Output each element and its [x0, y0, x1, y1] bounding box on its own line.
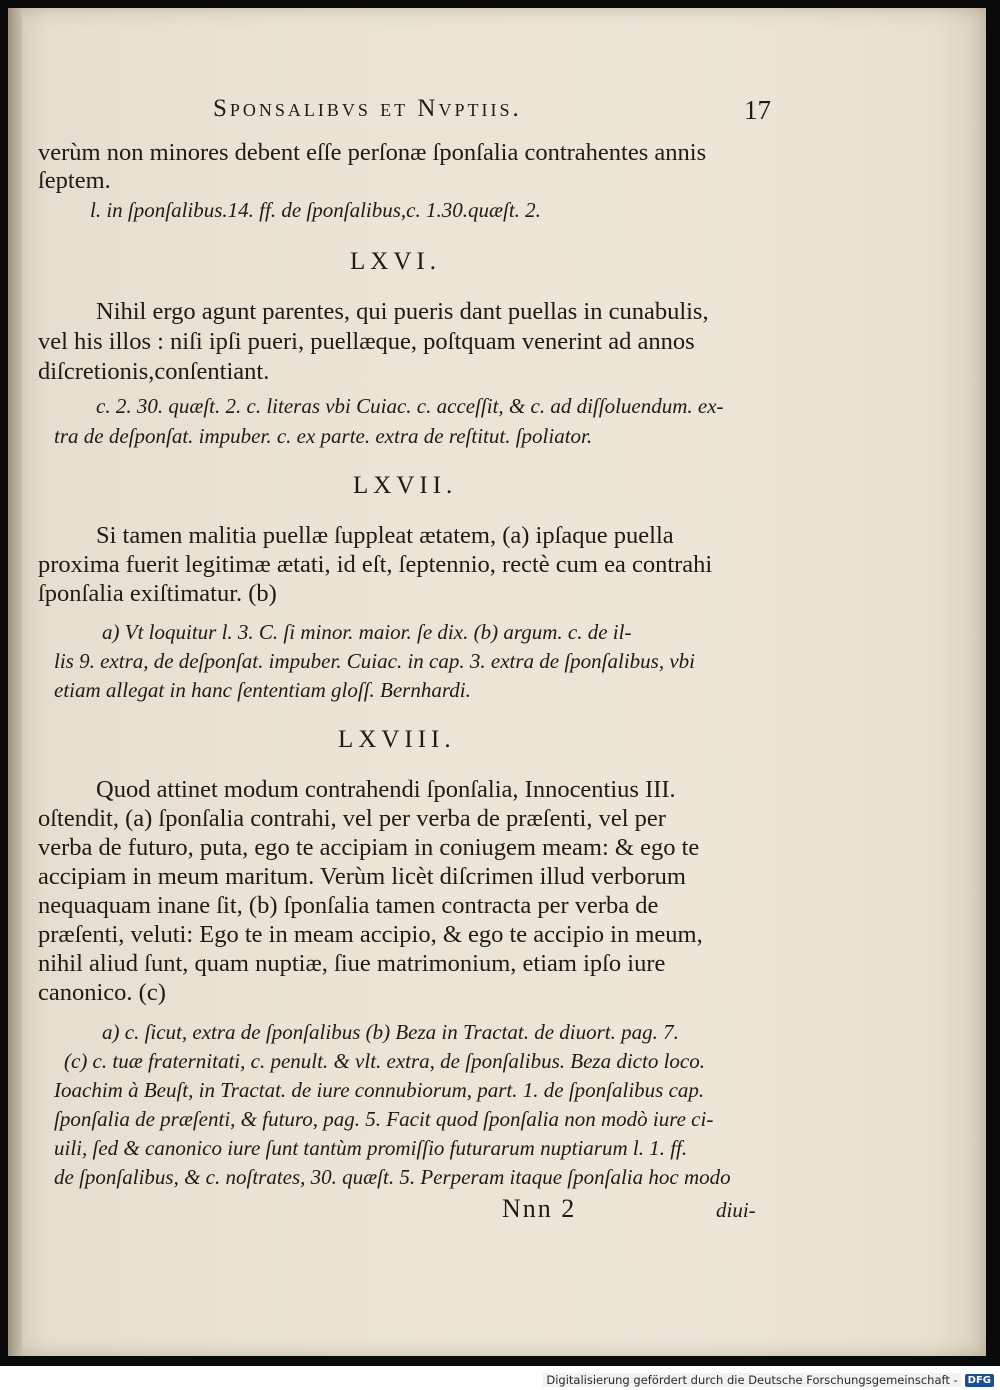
- credit-text: Digitalisierung gefördert durch die Deutsche Forschungsgemeinschaft -: [543, 1373, 960, 1387]
- citation-line: a) Vt loquitur l. 3. C. ſi minor. maior. ſe dix. (b) argum. c. de il-: [102, 620, 632, 644]
- citation-line: c. 2. 30. quæſt. 2. c. literas vbi Cuiac. c. acceſſit, & c. ad diſſoluendum. ex-: [96, 394, 724, 418]
- citation-line: ſponſalia de præſenti, & futuro, pag. 5. Facit quod ſponſalia non modò iure ci-: [54, 1107, 714, 1131]
- citation-line: uili, ſed & canonico iure ſunt tantùm promiſſio futurarum nuptiarum l. 1. ff.: [54, 1136, 688, 1160]
- section-heading: LXVIII.: [338, 726, 456, 753]
- catchword: diui-: [716, 1198, 756, 1222]
- text-line: vel his illos : niſi ipſi pueri, puellæque, poſtquam venerint ad annos: [38, 328, 695, 355]
- citation-line: l. in ſponſalibus.14. ff. de ſponſalibus,c. 1.30.quæſt. 2.: [90, 198, 541, 222]
- page-number: 17: [744, 95, 771, 125]
- digitization-credit: [543, 1372, 994, 1388]
- dfg-logo-icon: DFG: [965, 1374, 994, 1387]
- text-line: ſponſalia exiſtimatur. (b): [38, 580, 277, 607]
- running-head: Sponsalibvs et Nvptiis.: [213, 95, 522, 122]
- citation-line: tra de deſponſat. impuber. c. ex parte. extra de reſtitut. ſpoliator.: [54, 424, 593, 448]
- citation-line: a) c. ſicut, extra de ſponſalibus (b) Beza in Tractat. de diuort. pag. 7.: [102, 1020, 679, 1044]
- text-line: Nihil ergo agunt parentes, qui pueris dant puellas in cunabulis,: [96, 298, 709, 325]
- text-line: Si tamen malitia puellæ ſuppleat ætatem, (a) ipſaque puella: [96, 522, 674, 549]
- text-line: ſeptem.: [38, 167, 111, 194]
- text-line: diſcretionis,conſentiant.: [38, 358, 270, 385]
- citation-line: de ſponſalibus, & c. noſtrates, 30. quæſt. 5. Perperam itaque ſponſalia hoc modo: [54, 1165, 731, 1189]
- text-line: nequaquam inane ſit, (b) ſponſalia tamen contracta per verba de: [38, 892, 659, 919]
- citation-line: (c) c. tuæ fraternitati, c. penult. & vlt. extra, de ſponſalibus. Beza dicto loco.: [64, 1049, 705, 1073]
- text-line: oſtendit, (a) ſponſalia contrahi, vel per verba de præſenti, vel per: [38, 805, 666, 832]
- citation-line: Ioachim à Beuſt, in Tractat. de iure connubiorum, part. 1. de ſponſalibus cap.: [54, 1078, 705, 1102]
- page-text: [8, 8, 986, 1356]
- signature-mark: Nnn 2: [502, 1194, 577, 1223]
- text-line: nihil aliud ſunt, quam nuptiæ, ſiue matrimonium, etiam ipſo iure: [38, 950, 666, 977]
- citation-line: lis 9. extra, de deſponſat. impuber. Cuiac. in cap. 3. extra de ſponſalibus, vbi: [54, 649, 696, 673]
- section-heading: LXVI.: [350, 248, 441, 275]
- text-line: accipiam in meum maritum. Verùm licèt diſcrimen illud verborum: [38, 863, 686, 890]
- section-heading: LXVII.: [353, 472, 458, 499]
- text-line: proxima fuerit legitimæ ætati, id eſt, ſeptennio, rectè cum ea contrahi: [38, 551, 713, 578]
- text-line: canonico. (c): [38, 979, 166, 1006]
- text-line: verba de futuro, puta, ego te accipiam in coniugem meam: & ego te: [38, 834, 700, 861]
- text-line: verùm non minores debent eſſe perſonæ ſponſalia contrahentes annis: [38, 139, 707, 166]
- text-line: Quod attinet modum contrahendi ſponſalia, Innocentius III.: [96, 776, 676, 803]
- text-line: præſenti, veluti: Ego te in meam accipio, & ego te accipio in meum,: [38, 921, 703, 948]
- book-page: [8, 8, 986, 1356]
- citation-line: etiam allegat in hanc ſententiam gloſſ. Bernhardi.: [54, 678, 471, 702]
